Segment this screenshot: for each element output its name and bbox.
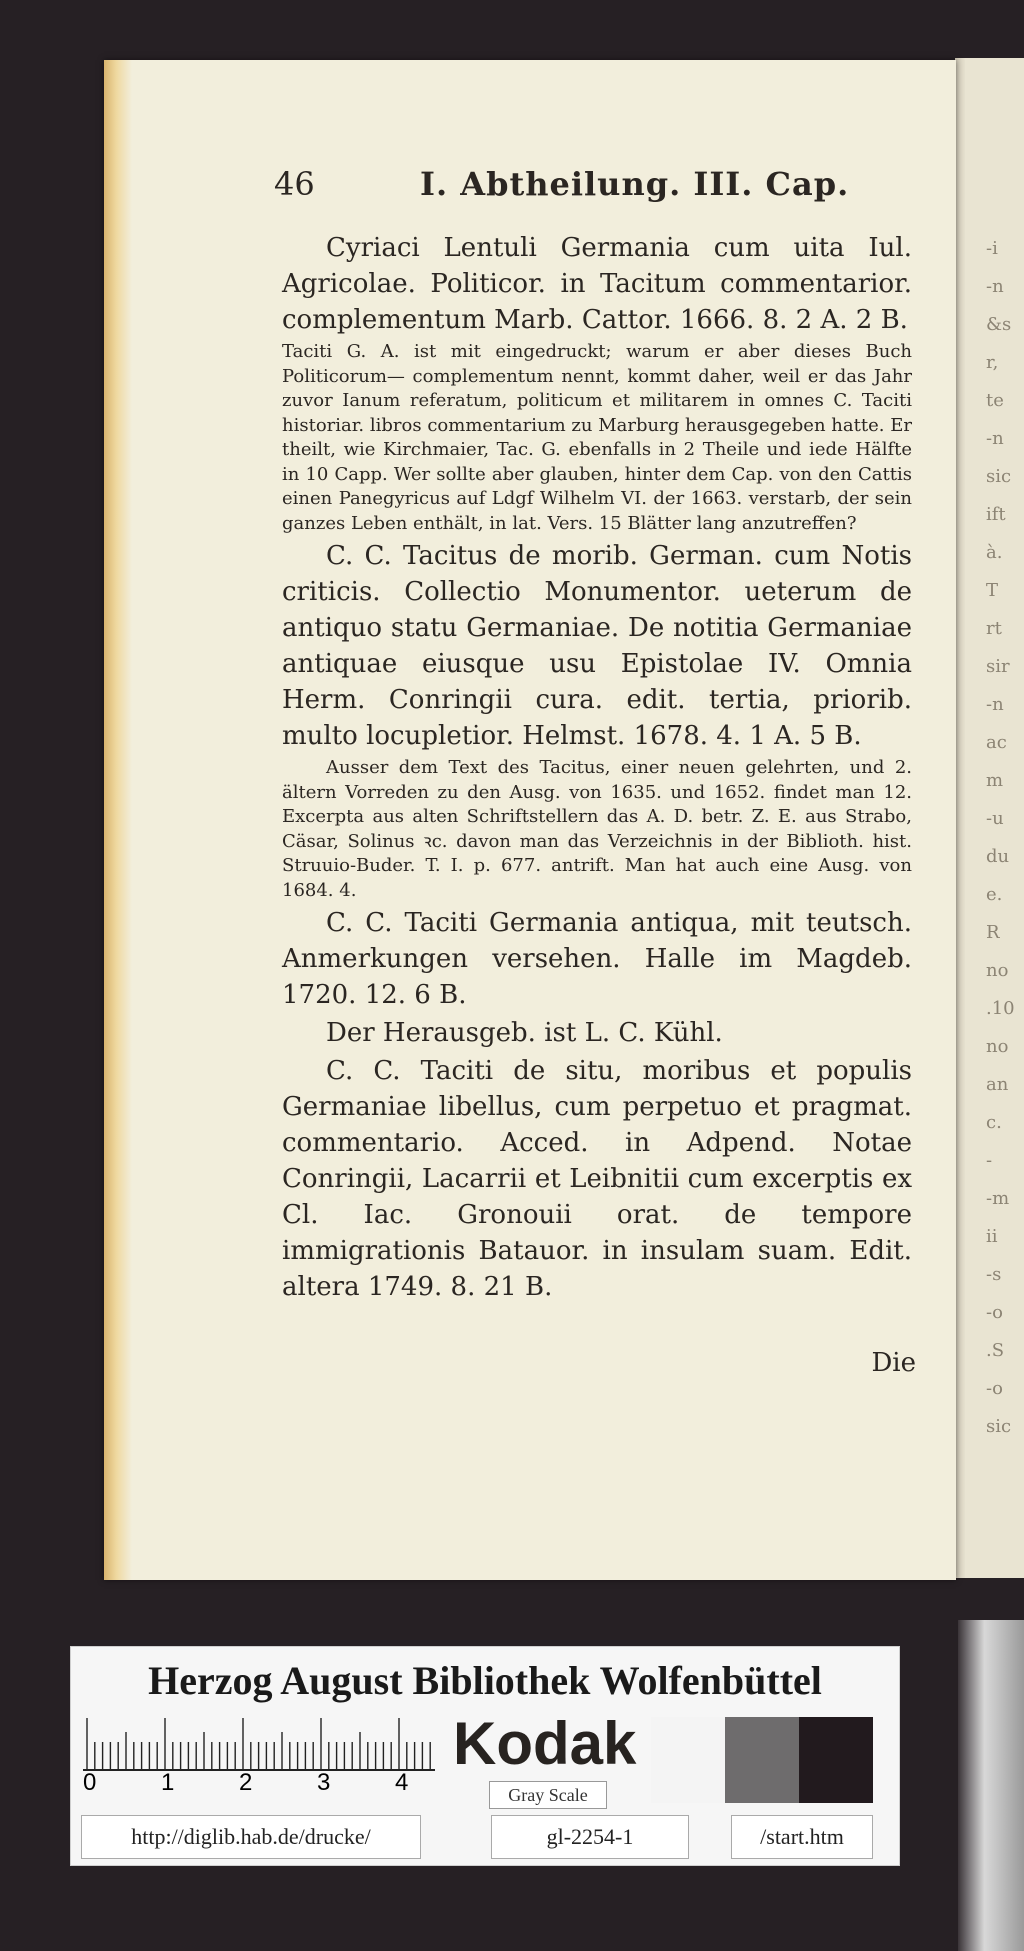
body-paragraph: Der Herausgeb. ist L. C. Kühl.	[326, 1018, 723, 1048]
start-link-box[interactable]: /start.htm	[731, 1815, 873, 1859]
catchword: Die	[871, 1348, 916, 1378]
ruler-scale	[83, 1713, 435, 1771]
ruler-labels	[83, 1769, 435, 1799]
footnote-paragraph: Ausser dem Text des Tacitus, einer neuen gelehrten, und 2. ältern Vorreden zu den Ausg. von 1635. und 1652. findet man 12. Excerpta aus alten Schriftstellern das A. D. betr. Z. E. aus Strabo, Cäsar, Solinus ꝛc. davon man das Verzeichnis in der Biblioth. hist. Struuio-Buder. T. I. p. 677. antrift. Man hat auch eine Ausg. von 1684. 4.	[282, 757, 912, 901]
adjacent-page-fragment: -m	[986, 1188, 1010, 1209]
adjacent-page-fragment: -o	[986, 1378, 1003, 1399]
ruler-label: 4	[395, 1769, 409, 1796]
adjacent-page-fragment: -s	[986, 1264, 1002, 1285]
running-head: I. Abtheilung. III. Cap.	[420, 165, 850, 203]
page-text	[282, 230, 912, 1305]
page-header	[274, 165, 914, 215]
adjacent-page-fragment: -n	[986, 694, 1004, 715]
adjacent-page-fragment: ac	[986, 732, 1007, 753]
footnote-paragraph: Taciti G. A. ist mit eingedruckt; warum er aber dieses Buch Politicorum— complementum nennt, kommt daher, weil er das Jahr zuvor Ianum referatum, politicum et militarem in omnes C. Taciti historiar. libros commentarium zu Marburg herausgegeben hatte. Er theilt, wie Kirchmaier, Tac. G. ebenfalls in 2 Theile und iede Hälfte in 10 Capp. Wer sollte aber glauben, hinter dem Cap. von den Cattis einen Panegyricus auf Ldgf Wilhelm VI. der 1663. verstarb, der sein ganzes Leben enthält, in lat. Vers. 15 Blätter lang anzutreffen?	[282, 341, 912, 534]
adjacent-page-fragment: ii	[986, 1226, 998, 1247]
kodak-logo: Kodak	[453, 1710, 637, 1777]
adjacent-page-fragment: -n	[986, 276, 1004, 297]
adjacent-page-fragment: à.	[986, 542, 1003, 563]
adjacent-page-fragment: -i	[986, 238, 998, 259]
adjacent-page-fragment: T	[986, 580, 999, 601]
gray-scale-label: Gray Scale	[489, 1781, 607, 1809]
ruler-label: 3	[317, 1769, 331, 1796]
adjacent-page-fragment: rt	[986, 618, 1002, 639]
ruler-label: 0	[83, 1769, 97, 1796]
url-box[interactable]: http://diglib.hab.de/drucke/	[81, 1815, 421, 1859]
book-edge-strip	[958, 1620, 1024, 1951]
ruler-label: 2	[239, 1769, 253, 1796]
adjacent-page-fragment: R	[986, 922, 1000, 943]
adjacent-page-fragment: an	[986, 1074, 1009, 1095]
adjacent-page-fragment: .10	[986, 998, 1015, 1019]
adjacent-page-fragment: du	[986, 846, 1010, 867]
adjacent-page	[962, 58, 1024, 1578]
gray-swatch-light	[651, 1717, 725, 1803]
adjacent-page-fragment: te	[986, 390, 1004, 411]
body-paragraph: Cyriaci Lentuli Germania cum uita Iul. Agricolae. Politicor. in Tacitum commentarior. complementum Marb. Cattor. 1666. 8. 2 A. 2 B.	[282, 233, 912, 335]
adjacent-page-fragment: e.	[986, 884, 1003, 905]
adjacent-page-fragment: &s	[986, 314, 1012, 335]
adjacent-page-fragment: ift	[986, 504, 1006, 525]
ruler-label: 1	[161, 1769, 175, 1796]
adjacent-page-fragment: no	[986, 960, 1009, 981]
page-number: 46	[274, 165, 315, 203]
adjacent-page-fragment: sic	[986, 466, 1012, 487]
adjacent-page-fragment: sir	[986, 656, 1010, 677]
calibration-bar	[70, 1646, 900, 1866]
body-paragraph: C. C. Taciti Germania antiqua, mit teutsch. Anmerkungen versehen. Halle im Magdeb. 1720. 12. 6 B.	[282, 908, 912, 1010]
adjacent-page-fragment: .S	[986, 1340, 1005, 1361]
gray-swatch-mid	[725, 1717, 799, 1803]
adjacent-page-fragment: -n	[986, 428, 1004, 449]
page-gutter-shadow	[955, 58, 965, 1578]
adjacent-page-fragment: sic	[986, 1416, 1012, 1437]
body-paragraph: C. C. Tacitus de morib. German. cum Notis criticis. Collectio Monumentor. ueterum de antiquo statu Germaniae. De notitia Germaniae antiquae eiusque usu Epistolae IV. Omnia Herm. Conringii cura. edit. tertia, priorib. multo locupletior. Helmst. 1678. 4. 1 A. 5 B.	[282, 541, 912, 751]
adjacent-page-fragment: -o	[986, 1302, 1003, 1323]
adjacent-page-fragment: r,	[986, 352, 999, 373]
book-page	[104, 60, 956, 1580]
adjacent-page-fragment: no	[986, 1036, 1009, 1057]
adjacent-page-fragment: -	[986, 1150, 993, 1171]
body-paragraph: C. C. Taciti de situ, moribus et populis Germaniae libellus, cum perpetuo et pragmat. commentario. Acced. in Adpend. Notae Conringii, Lacarrii et Leibnitii cum excerptis ex Cl. Iac. Gronouii orat. de tempore immigrationis Batauor. in insulam suam. Edit. altera 1749. 8. 21 B.	[282, 1056, 912, 1302]
page-edge-stain	[104, 60, 132, 1580]
adjacent-page-fragment: c.	[986, 1112, 1002, 1133]
adjacent-page-fragment: m	[986, 770, 1004, 791]
adjacent-page-fragment: -u	[986, 808, 1004, 829]
shelfmark-box: gl-2254-1	[491, 1815, 689, 1859]
institution-title: Herzog August Bibliothek Wolfenbüttel	[148, 1658, 822, 1703]
gray-swatch-dark	[799, 1717, 873, 1803]
